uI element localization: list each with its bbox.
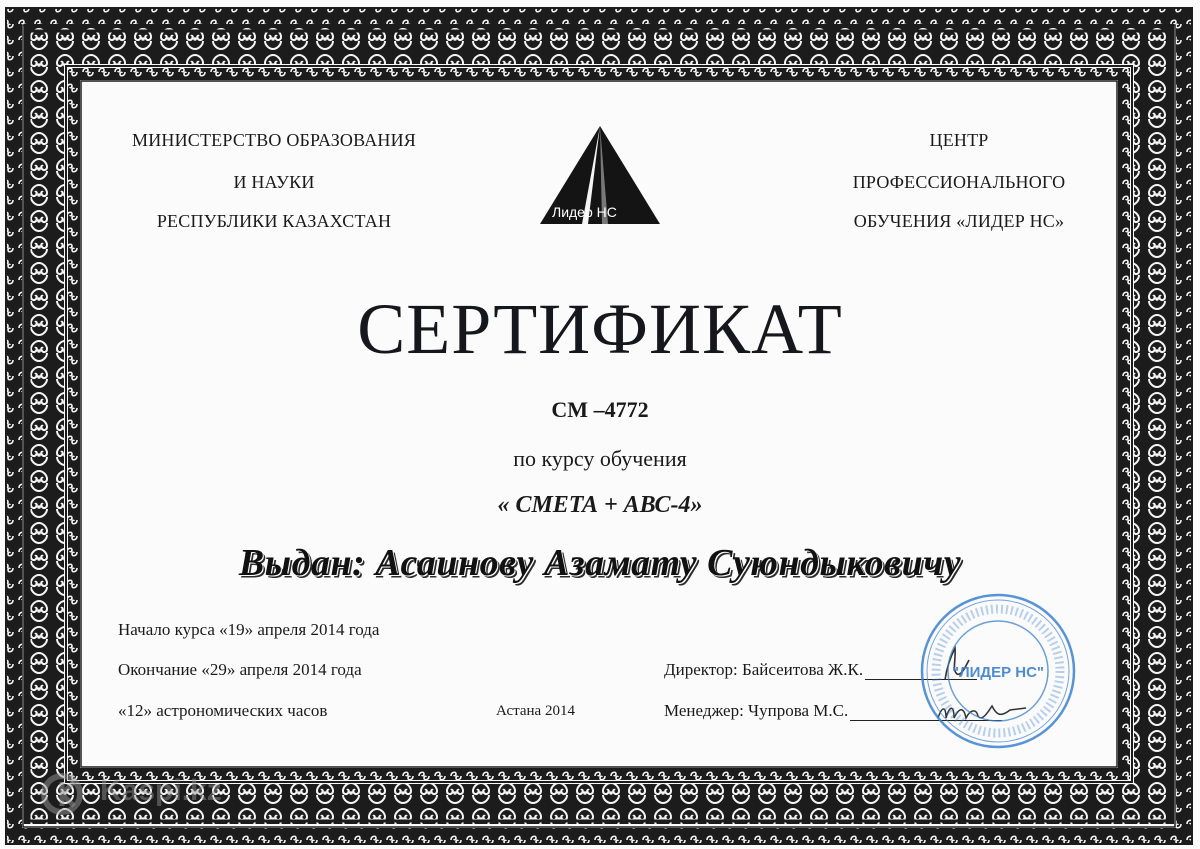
director-label: Директор: Байсеитова Ж.К. <box>664 660 864 679</box>
stamp-center-text: "ЛИДЕР НС" <box>951 664 1045 681</box>
course-name: « СМЕТА + АВС-4» <box>497 492 703 518</box>
manager-label: Менеджер: Чупрова М.С. <box>664 701 849 720</box>
course-start: Начало курса «19» апреля 2014 года <box>118 620 380 639</box>
course-hours: «12» астрономических часов <box>118 701 328 720</box>
center-line-1: ЦЕНТР <box>929 130 989 150</box>
course-intro: по курсу обучения <box>513 446 687 471</box>
round-stamp-icon <box>918 591 1078 751</box>
ministry-line-1: МИНИСТЕРСТВО ОБРАЗОВАНИЯ <box>131 130 417 150</box>
ministry-line-2: И НАУКИ <box>233 172 315 192</box>
logo-text: Лидер НС <box>552 204 617 220</box>
issued-to: Выдан: Асаинову Азамату Суюндыковичу <box>238 542 962 584</box>
center-line-3: ОБУЧЕНИЯ «ЛИДЕР НС» <box>853 211 1065 231</box>
watermark-text: Kaspi.kz <box>100 774 222 807</box>
certificate-title: СЕРТИФИКАТ <box>357 289 843 369</box>
course-end: Окончание «29» апреля 2014 года <box>118 660 362 679</box>
center-line-2: ПРОФЕССИОНАЛЬНОГО <box>852 172 1066 192</box>
place-year: Астана 2014 <box>496 703 575 719</box>
company-logo <box>538 124 662 228</box>
certificate-number: СМ –4772 <box>551 397 649 422</box>
kaspi-logo-icon <box>40 772 90 816</box>
ministry-line-3: РЕСПУБЛИКИ КАЗАХСТАН <box>156 211 392 231</box>
